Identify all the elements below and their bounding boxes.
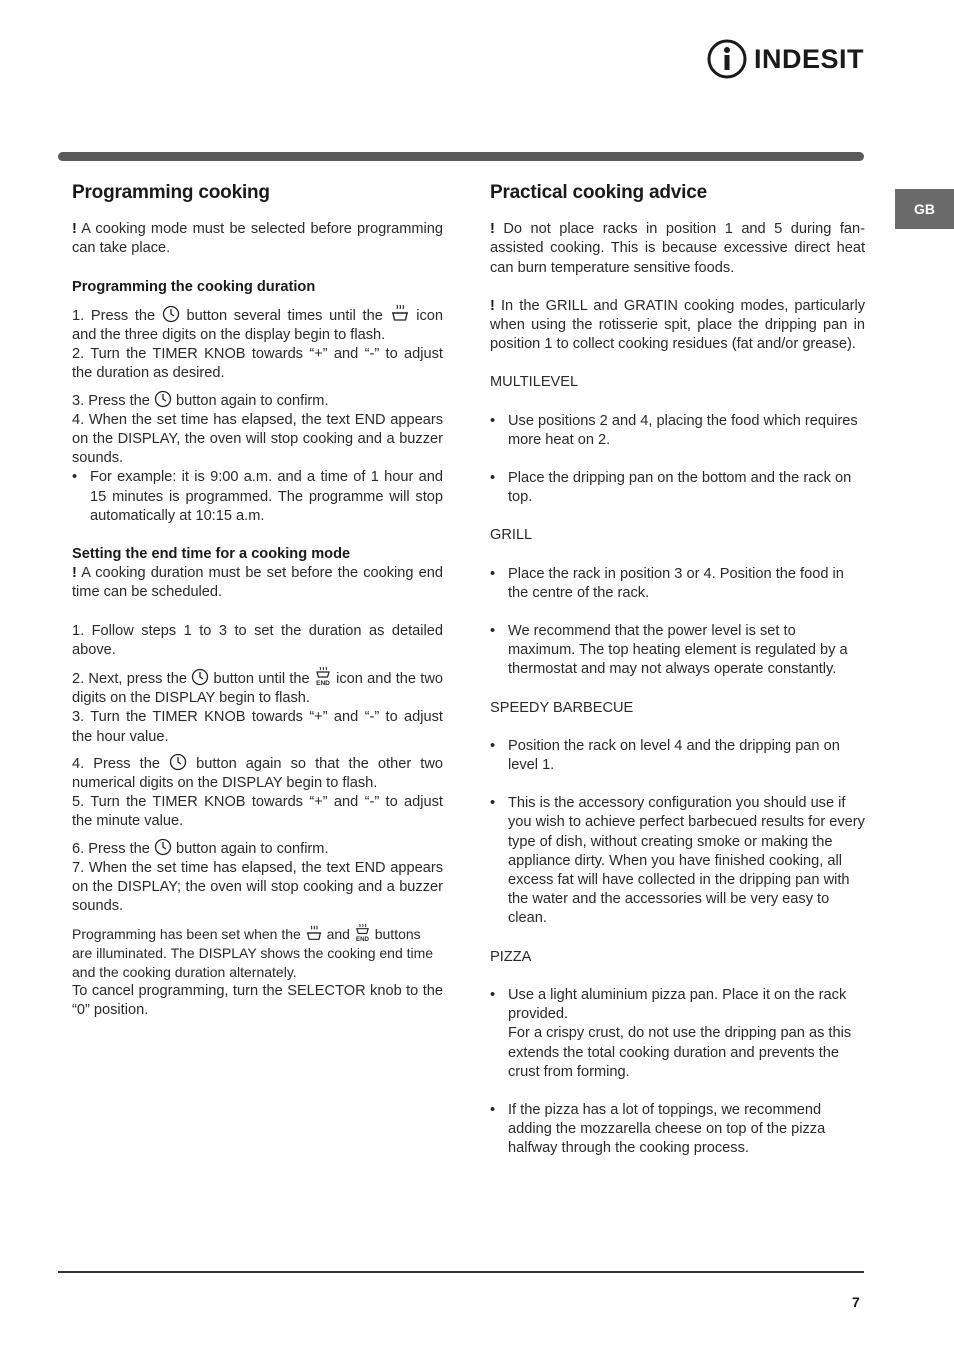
intro-note: ! A cooking mode must be selected before programming can take place. [72, 221, 443, 257]
endtime-note: ! A cooking duration must be set before the cooking end time can be scheduled. [72, 565, 443, 601]
duration-step-3: 3. Press the button again to confirm. [72, 390, 443, 411]
advice-note-1: ! Do not place racks in position 1 and 5 during fan-assisted cooking. This is because excessive direct heat can burn temperature sensitive foods. [490, 221, 865, 276]
brand-wordmark: INDESIT [753, 43, 864, 74]
indesit-logo-icon [706, 38, 748, 80]
grill-bullet-2: • We recommend that the power level is set to maximum. The top heating element is regulated by a thermostat and may not always operate constantly. [490, 622, 865, 680]
grill-label: GRILL [490, 527, 533, 544]
svg-text:END: END [355, 935, 369, 942]
region-tab: GB [895, 189, 954, 229]
pizza-bullet-2: • If the pizza has a lot of toppings, we recommend adding the mozzarella cheese on top of the pizza halfway through the cooking process. [490, 1101, 865, 1159]
grill-bullet-1: • Place the rack in position 3 or 4. Position the food in the centre of the rack. [490, 565, 865, 603]
programming-cooking-section [72, 183, 443, 1021]
duration-heading: Programming the cooking duration [72, 278, 316, 295]
section-title: Practical cooking advice [490, 182, 707, 203]
endtime-step-3: 3. Turn the TIMER KNOB towards “+” and “-” to adjust the hour value. [72, 709, 443, 745]
programming-set-note: Programming has been set when the and END buttons are illuminated. The DISPLAY shows the cooking end time and the cooking duration alternately. [72, 923, 443, 983]
speedy-barbecue-label: SPEEDY BARBECUE [490, 699, 634, 716]
pizza-label: PIZZA [490, 948, 532, 965]
cooking-duration-icon [390, 303, 410, 323]
endtime-step-6: 6. Press the button again to confirm. [72, 838, 443, 859]
brand-logo [706, 38, 864, 80]
speedy-bullet-1: • Position the rack on level 4 and the dripping pan on level 1. [490, 737, 865, 775]
duration-step-2: 2. Turn the TIMER KNOB towards “+” and “-” to adjust the duration as desired. [72, 346, 443, 382]
multilevel-label: MULTILEVEL [490, 374, 579, 391]
endtime-step-5: 5. Turn the TIMER KNOB towards “+” and “-” to adjust the minute value. [72, 794, 443, 830]
footer-rule [58, 1271, 864, 1273]
endtime-heading: Setting the end time for a cooking mode [72, 546, 351, 563]
end-time-icon [314, 666, 332, 686]
cancel-programming-note: To cancel programming, turn the SELECTOR knob to the “0” position. [72, 983, 443, 1019]
endtime-step-2: 2. Next, press the button until the END icon and the two digits on the DISPLAY begin to flash. [72, 666, 443, 708]
advice-note-2: ! In the GRILL and GRATIN cooking modes, particularly when using the rotisserie spit, place the dripping pan in position 1 to collect cooking residues (fat and/or grease). [490, 297, 865, 353]
clock-icon [154, 838, 172, 856]
endtime-step-1: 1. Follow steps 1 to 3 to set the duration as detailed above. [72, 622, 443, 658]
clock-icon [154, 390, 172, 408]
svg-text:END: END [315, 680, 330, 687]
clock-icon [162, 305, 180, 323]
end-time-icon [354, 923, 371, 942]
header-rule [58, 152, 864, 161]
multilevel-bullet-2: • Place the dripping pan on the bottom and the rack on top. [490, 469, 865, 507]
endtime-step-4: 4. Press the button again so that the other two numerical digits on the DISPLAY begin to flash. [72, 753, 443, 793]
clock-icon [169, 753, 187, 771]
duration-step-1: 1. Press the button several times until the icon and the three digits on the display begin to flash. [72, 303, 443, 345]
pizza-bullet-1: • Use a light aluminium pizza pan. Place it on the rack provided. For a crispy crust, do not use the dripping pan as this extends the total cooking duration and prevents the crust from forming. [490, 986, 865, 1082]
section-title: Programming cooking [72, 182, 270, 203]
endtime-step-7: 7. When the set time has elapsed, the text END appears on the DISPLAY; the oven will stop cooking and a buzzer sounds. [72, 859, 443, 915]
duration-example: • For example: it is 9:00 a.m. and a time of 1 hour and 15 minutes is programmed. The programme will stop automatically at 10:15 a.m. [72, 468, 443, 526]
page-number: 7 [852, 1294, 860, 1310]
cooking-duration-icon [305, 924, 323, 942]
duration-step-4: 4. When the set time has elapsed, the text END appears on the DISPLAY, the oven will stop cooking and a buzzer sounds. [72, 411, 443, 467]
multilevel-bullet-1: • Use positions 2 and 4, placing the food which requires more heat on 2. [490, 412, 865, 450]
clock-icon [191, 668, 209, 686]
speedy-bullet-2: • This is the accessory configuration you should use if you wish to achieve perfect barbecued results for every type of dish, without creating smoke or making the appliance dirty. When you have finished cooking, all excess fat will have collected in the dripping pan with the water and the accessories will be very easy to clean. [490, 794, 865, 928]
practical-advice-section [490, 183, 865, 1159]
